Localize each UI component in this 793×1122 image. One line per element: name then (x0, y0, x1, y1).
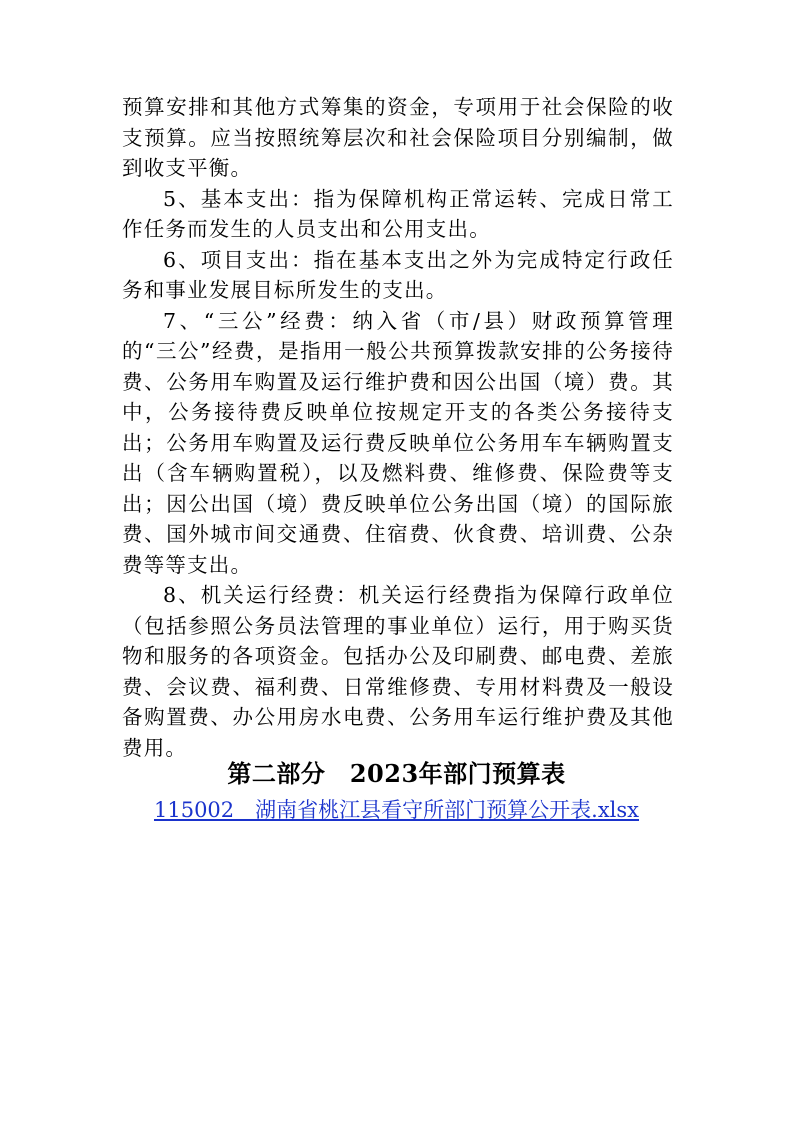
paragraph-basic-expenditure: 5、基本支出：指为保障机构正常运转、完成日常工作任务而发生的人员支出和公用支出。 (122, 186, 674, 241)
section-title: 第二部分 2023年部门预算表 (227, 759, 566, 788)
paragraph-three-public-funds: 7、“三公”经费：纳入省（市/县）财政预算管理的“三公”经费，是指用一般公共预算拨款安排的公务接待费、公务用车购置及运行维护费和因公出国（境）费。其中，公务接待费反映单位按规定开支的各类公务接待支出；公务用车购置及运行费反映单位公务用车车辆购置支出（含车辆购置税），以及燃料费、维修费、保险费等支出；因公出国（境）费反映单位公务出国（境）的国际旅费、国外城市间交通费、住宿费、伙食费、培训费、公杂费等等支出。 (122, 308, 674, 577)
paragraph-continuation: 预算安排和其他方式筹集的资金，专项用于社会保险的收支预算。应当按照统筹层次和社会保险项目分别编制，做到收支平衡。 (122, 95, 674, 180)
body-text (122, 92, 674, 763)
paragraph-project-expenditure: 6、项目支出：指在基本支出之外为完成特定行政任务和事业发展目标所发生的支出。 (122, 247, 674, 302)
attachment-link[interactable]: 115002 湖南省桃江县看守所部门预算公开表.xlsx (153, 798, 640, 822)
paragraph-operating-funds: 8、机关运行经费：机关运行经费指为保障行政单位（包括参照公务员法管理的事业单位）运行，用于购买货物和服务的各项资金。包括办公及印刷费、邮电费、差旅费、会议费、福利费、日常维修费、专用材料费及一般设备购置费、办公用房水电费、公务用车运行维护费及其他费用。 (122, 583, 674, 760)
